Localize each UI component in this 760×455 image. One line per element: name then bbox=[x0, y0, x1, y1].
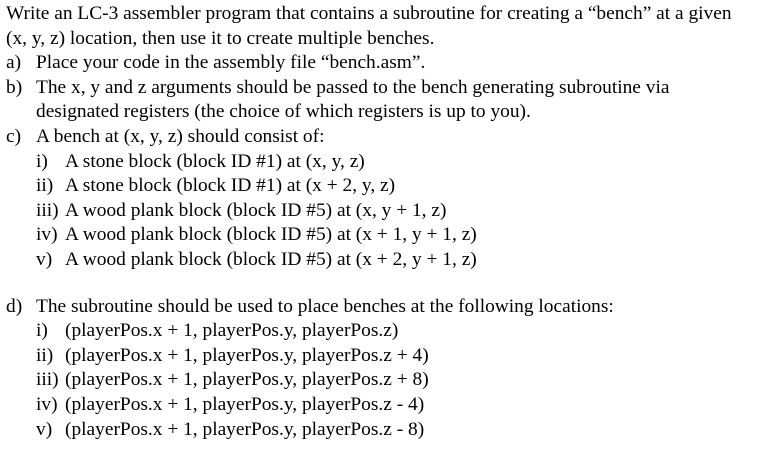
item-c-sublist bbox=[36, 150, 758, 273]
sub-item-text: (playerPos.x + 1, playerPos.y, playerPos.z) bbox=[65, 320, 399, 342]
list-item bbox=[36, 174, 758, 199]
sub-item-label: iv) bbox=[36, 393, 58, 415]
item-a-text: Place your code in the assembly file “bench.asm”. bbox=[36, 52, 426, 74]
sub-item-text: A stone block (block ID #1) at (x, y, z) bbox=[65, 150, 365, 172]
sub-item-text: (playerPos.x + 1, playerPos.y, playerPos.z - 8) bbox=[65, 418, 425, 440]
sub-item-text: A stone block (block ID #1) at (x + 2, y, z) bbox=[65, 175, 396, 197]
item-c bbox=[6, 125, 758, 150]
list-item bbox=[36, 393, 758, 418]
list-item bbox=[36, 150, 758, 175]
item-d-text: The subroutine should be used to place benches at the following locations: bbox=[36, 295, 614, 317]
sub-item-label: i) bbox=[36, 320, 48, 342]
paragraph-gap bbox=[6, 273, 758, 295]
sub-item-label: v) bbox=[36, 248, 53, 270]
list-item bbox=[36, 223, 758, 248]
intro-line: (x, y, z) location, then use it to create multiple benches. bbox=[6, 27, 435, 49]
sub-item-text: (playerPos.x + 1, playerPos.y, playerPos.z - 4) bbox=[65, 393, 425, 415]
item-b-text: The x, y and z arguments should be passed to the bench generating subroutine via bbox=[36, 76, 670, 98]
sub-item-label: ii) bbox=[36, 175, 54, 197]
list-item bbox=[36, 368, 758, 393]
list-item bbox=[36, 248, 758, 273]
sub-item-label: i) bbox=[36, 150, 48, 172]
list-item bbox=[36, 319, 758, 344]
item-b-text: designated registers (the choice of which registers is up to you). bbox=[36, 101, 531, 123]
item-d-label: d) bbox=[6, 295, 23, 317]
sub-item-label: ii) bbox=[36, 344, 54, 366]
item-d bbox=[6, 295, 758, 320]
list-item bbox=[36, 344, 758, 369]
item-a bbox=[6, 51, 758, 76]
list-item bbox=[36, 418, 758, 443]
sub-item-label: iii) bbox=[36, 369, 59, 391]
sub-item-label: v) bbox=[36, 418, 53, 440]
sub-item-text: A wood plank block (block ID #5) at (x + 1, y + 1, z) bbox=[65, 224, 477, 246]
sub-item-label: iii) bbox=[36, 199, 59, 221]
intro-paragraph bbox=[6, 2, 758, 51]
list-item bbox=[36, 199, 758, 224]
sub-item-text: (playerPos.x + 1, playerPos.y, playerPos.z + 8) bbox=[65, 369, 429, 391]
sub-item-text: (playerPos.x + 1, playerPos.y, playerPos.z + 4) bbox=[65, 344, 429, 366]
assignment-document bbox=[6, 2, 758, 442]
item-b-label: b) bbox=[6, 76, 23, 98]
item-d-sublist bbox=[36, 319, 758, 442]
item-c-label: c) bbox=[6, 125, 22, 147]
item-c-text: A bench at (x, y, z) should consist of: bbox=[36, 125, 325, 147]
sub-item-label: iv) bbox=[36, 224, 58, 246]
sub-item-text: A wood plank block (block ID #5) at (x, y + 1, z) bbox=[65, 199, 447, 221]
sub-item-text: A wood plank block (block ID #5) at (x + 2, y + 1, z) bbox=[65, 248, 477, 270]
intro-line: Write an LC-3 assembler program that contains a subroutine for creating a “bench” at a given bbox=[6, 3, 732, 24]
item-a-label: a) bbox=[6, 52, 22, 74]
item-b bbox=[6, 76, 758, 125]
